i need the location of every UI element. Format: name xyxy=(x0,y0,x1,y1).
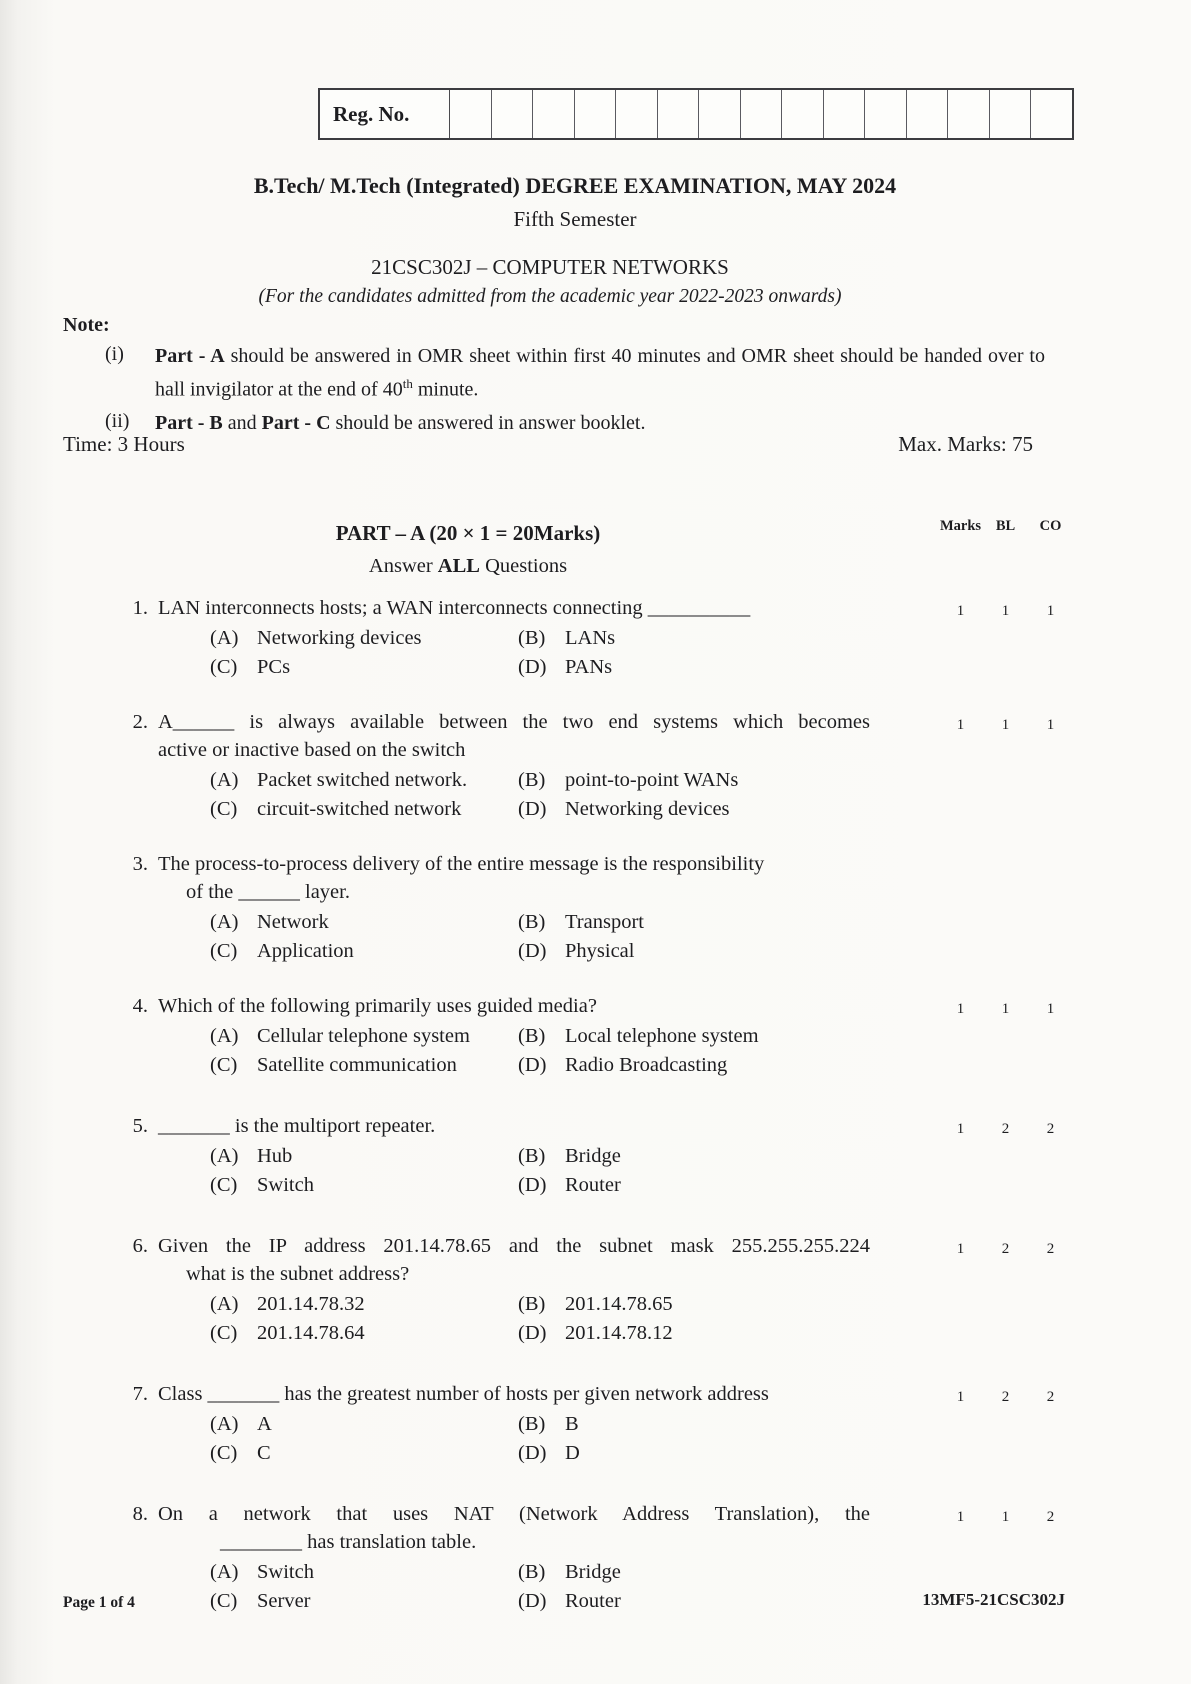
question-text: A______ is always available between the two end systems which becomes xyxy=(158,711,870,733)
bl-column-header: BL xyxy=(995,518,1016,534)
option xyxy=(518,624,870,653)
question-number: 1. xyxy=(132,597,148,619)
option-text: Cellular telephone system xyxy=(257,1025,470,1047)
question-text-line2: what is the subnet address? xyxy=(186,1263,410,1285)
note-item-text: Part - A should be answered in OMR sheet within first 40 minutes and OMR sheet should be handed over to hall invigilator at the end of 40th minute. xyxy=(155,345,1045,401)
option-text: PANs xyxy=(565,656,613,678)
option-text: point-to-point WANs xyxy=(565,769,739,791)
option xyxy=(518,908,870,937)
option-text: Application xyxy=(257,940,354,962)
option-text: Network xyxy=(257,911,329,933)
question-5 xyxy=(118,1112,1128,1200)
co-value: 1 xyxy=(1046,1001,1055,1017)
option-letter: (A) xyxy=(210,1561,239,1583)
question-number: 2. xyxy=(132,711,148,733)
option-text: PCs xyxy=(257,656,291,678)
marks-value: 1 xyxy=(956,603,965,619)
reg-no-cell xyxy=(1031,90,1072,138)
question-text: On a network that uses NAT (Network Address Translation), the xyxy=(158,1503,870,1525)
option xyxy=(210,1171,518,1200)
question-text: LAN interconnects hosts; a WAN interconnects connecting __________ xyxy=(158,597,751,619)
question-marks xyxy=(938,1503,1073,1531)
option-text: circuit-switched network xyxy=(257,798,462,820)
marks-value: 1 xyxy=(956,1001,965,1017)
marks-column-header: Marks xyxy=(939,518,982,534)
question-number: 5. xyxy=(132,1115,148,1137)
bl-value: 1 xyxy=(1001,603,1010,619)
bl-value: 1 xyxy=(1001,717,1010,733)
option-letter: (C) xyxy=(210,1322,238,1344)
option-letter: (D) xyxy=(518,1174,547,1196)
question-text: Given the IP address 201.14.78.65 and the subnet mask 255.255.255.224 xyxy=(158,1235,870,1257)
co-value: 2 xyxy=(1046,1389,1055,1405)
question-marks xyxy=(938,711,1073,739)
option-text: Transport xyxy=(565,911,644,933)
option xyxy=(210,1022,518,1051)
question-marks xyxy=(938,1383,1073,1411)
question-text: _______ is the multiport repeater. xyxy=(158,1115,436,1137)
option-text: Physical xyxy=(565,940,635,962)
marks-value: 1 xyxy=(956,1509,965,1525)
option-text: LANs xyxy=(565,627,616,649)
note-block xyxy=(63,314,1045,437)
question-text-line2: ________ has translation table. xyxy=(220,1531,477,1553)
question-marks xyxy=(938,597,1073,625)
option-letter: (C) xyxy=(210,940,238,962)
option-letter: (A) xyxy=(210,769,239,791)
co-column-header: CO xyxy=(1039,518,1062,534)
answer-all-instruction: Answer ALL Questions xyxy=(368,555,568,577)
marks-value: 1 xyxy=(956,717,965,733)
co-value: 2 xyxy=(1046,1121,1055,1137)
option xyxy=(210,1142,518,1171)
note-item-i xyxy=(63,343,1045,404)
option-text: Bridge xyxy=(565,1145,621,1167)
option-letter: (C) xyxy=(210,1054,238,1076)
option xyxy=(518,1439,870,1468)
option-letter: (D) xyxy=(518,656,547,678)
option-text: Router xyxy=(565,1174,621,1196)
reg-no-cell xyxy=(865,90,907,138)
option-letter: (A) xyxy=(210,627,239,649)
option xyxy=(210,653,518,682)
reg-no-cell xyxy=(450,90,492,138)
option xyxy=(518,1142,870,1171)
reg-no-cell xyxy=(741,90,783,138)
option-letter: (D) xyxy=(518,940,547,962)
marks-value: 1 xyxy=(956,1121,965,1137)
question-2 xyxy=(118,708,1128,824)
part-a-section xyxy=(118,519,1128,1616)
question-text-line2: active or inactive based on the switch xyxy=(158,739,466,761)
reg-no-cell xyxy=(533,90,575,138)
reg-no-cell xyxy=(699,90,741,138)
semester: Fifth Semester xyxy=(513,207,637,231)
reg-no-box xyxy=(318,88,1074,140)
reg-no-cell xyxy=(492,90,534,138)
option-letter: (B) xyxy=(518,627,546,649)
option xyxy=(210,624,518,653)
option-letter: (C) xyxy=(210,1442,238,1464)
option-letter: (B) xyxy=(518,769,546,791)
option-text: Switch xyxy=(257,1174,314,1196)
option-letter: (C) xyxy=(210,798,238,820)
option-letter: (A) xyxy=(210,1145,239,1167)
option xyxy=(210,1587,518,1616)
marks-value: 1 xyxy=(956,1241,965,1257)
reg-no-cell xyxy=(658,90,700,138)
option-letter: (B) xyxy=(518,911,546,933)
bl-value: 1 xyxy=(1001,1509,1010,1525)
question-text: Which of the following primarily uses guided media? xyxy=(158,995,597,1017)
option-text: Networking devices xyxy=(565,798,730,820)
option xyxy=(210,908,518,937)
reg-no-cell xyxy=(824,90,866,138)
question-marks xyxy=(938,995,1073,1023)
option-text: 201.14.78.32 xyxy=(257,1293,365,1315)
option xyxy=(518,1410,870,1439)
question-6 xyxy=(118,1232,1128,1348)
option xyxy=(210,1290,518,1319)
option-text: 201.14.78.65 xyxy=(565,1293,673,1315)
option xyxy=(518,1290,870,1319)
option xyxy=(210,1319,518,1348)
option-text: Bridge xyxy=(565,1561,621,1583)
note-item-number: (ii) xyxy=(105,409,130,432)
option xyxy=(518,766,870,795)
bl-value: 2 xyxy=(1001,1389,1010,1405)
option xyxy=(210,766,518,795)
option xyxy=(518,1587,870,1616)
option-letter: (B) xyxy=(518,1413,546,1435)
question-number: 4. xyxy=(132,995,148,1017)
reg-no-cell xyxy=(907,90,949,138)
option xyxy=(210,1558,518,1587)
option-letter: (A) xyxy=(210,911,239,933)
footer-paper-code: 13MF5-21CSC302J xyxy=(922,1590,1065,1609)
note-item-number: (i) xyxy=(105,343,124,365)
time-allowed: Time: 3 Hours xyxy=(63,432,185,456)
option xyxy=(518,1022,870,1051)
co-value: 2 xyxy=(1046,1509,1055,1525)
note-item-text: Part - B and Part - C should be answered in answer booklet. xyxy=(155,411,646,434)
question-number: 6. xyxy=(132,1235,148,1257)
part-a-title: PART – A (20 × 1 = 20Marks) xyxy=(335,521,601,545)
option-letter: (D) xyxy=(518,1590,547,1612)
question-4 xyxy=(118,992,1128,1080)
reg-no-cell xyxy=(782,90,824,138)
option xyxy=(210,1051,518,1080)
option-letter: (B) xyxy=(518,1293,546,1315)
question-1 xyxy=(118,594,1128,682)
option-letter: (D) xyxy=(518,1442,547,1464)
option-letter: (C) xyxy=(210,1590,238,1612)
option-text: 201.14.78.64 xyxy=(257,1322,365,1344)
question-text: The process-to-process delivery of the entire message is the responsibility xyxy=(158,853,765,875)
option xyxy=(518,1051,870,1080)
question-number: 7. xyxy=(132,1383,148,1405)
option-letter: (A) xyxy=(210,1025,239,1047)
reg-no-cell xyxy=(990,90,1032,138)
option-letter: (D) xyxy=(518,1322,547,1344)
option-text: Local telephone system xyxy=(565,1025,759,1047)
option-text: C xyxy=(257,1442,271,1464)
admission-note: (For the candidates admitted from the academic year 2022-2023 onwards) xyxy=(258,286,842,307)
option xyxy=(518,1171,870,1200)
option-letter: (A) xyxy=(210,1413,239,1435)
option xyxy=(210,937,518,966)
option-text: Satellite communication xyxy=(257,1054,457,1076)
note-label: Note: xyxy=(63,314,110,336)
question-7 xyxy=(118,1380,1128,1468)
option-letter: (C) xyxy=(210,656,238,678)
option xyxy=(518,795,870,824)
option-text: Radio Broadcasting xyxy=(565,1054,728,1076)
co-value: 1 xyxy=(1046,717,1055,733)
option-letter: (B) xyxy=(518,1025,546,1047)
max-marks: Max. Marks: 75 xyxy=(898,432,1033,456)
option-text: A xyxy=(257,1413,272,1435)
co-value: 1 xyxy=(1046,603,1055,619)
option-text: Router xyxy=(565,1590,621,1612)
question-marks xyxy=(938,1115,1073,1143)
question-marks xyxy=(938,1235,1073,1263)
reg-no-cell xyxy=(616,90,658,138)
option-letter: (D) xyxy=(518,1054,547,1076)
option-letter: (A) xyxy=(210,1293,239,1315)
marks-value: 1 xyxy=(956,1389,965,1405)
question-text-line2: of the ______ layer. xyxy=(186,881,350,903)
option-letter: (B) xyxy=(518,1145,546,1167)
question-number: 3. xyxy=(132,853,148,875)
option-letter: (B) xyxy=(518,1561,546,1583)
option-text: Networking devices xyxy=(257,627,422,649)
reg-no-label: Reg. No. xyxy=(320,90,450,138)
option-letter: (D) xyxy=(518,798,547,820)
option-text: 201.14.78.12 xyxy=(565,1322,673,1344)
option xyxy=(518,1319,870,1348)
option-text: D xyxy=(565,1442,580,1464)
co-value: 2 xyxy=(1046,1241,1055,1257)
exam-title: B.Tech/ M.Tech (Integrated) DEGREE EXAMINATION, MAY 2024 xyxy=(253,173,897,198)
bl-value: 2 xyxy=(1001,1121,1010,1137)
bl-value: 1 xyxy=(1001,1001,1010,1017)
footer-page-number: Page 1 of 4 xyxy=(63,1594,135,1611)
option-letter: (C) xyxy=(210,1174,238,1196)
option-text: B xyxy=(565,1413,579,1435)
option xyxy=(210,1439,518,1468)
option-text: Switch xyxy=(257,1561,314,1583)
option xyxy=(210,795,518,824)
course-title: 21CSC302J – COMPUTER NETWORKS xyxy=(371,255,729,279)
option xyxy=(518,937,870,966)
option-text: Server xyxy=(257,1590,311,1612)
option xyxy=(210,1410,518,1439)
option-text: Packet switched network. xyxy=(257,769,468,791)
option-text: Hub xyxy=(257,1145,293,1167)
option xyxy=(518,1558,870,1587)
question-text: Class _______ has the greatest number of hosts per given network address xyxy=(158,1383,769,1405)
question-3 xyxy=(118,850,1128,966)
option xyxy=(518,653,870,682)
reg-no-cell xyxy=(948,90,990,138)
reg-no-cell xyxy=(575,90,617,138)
bl-value: 2 xyxy=(1001,1241,1010,1257)
question-number: 8. xyxy=(132,1503,148,1525)
